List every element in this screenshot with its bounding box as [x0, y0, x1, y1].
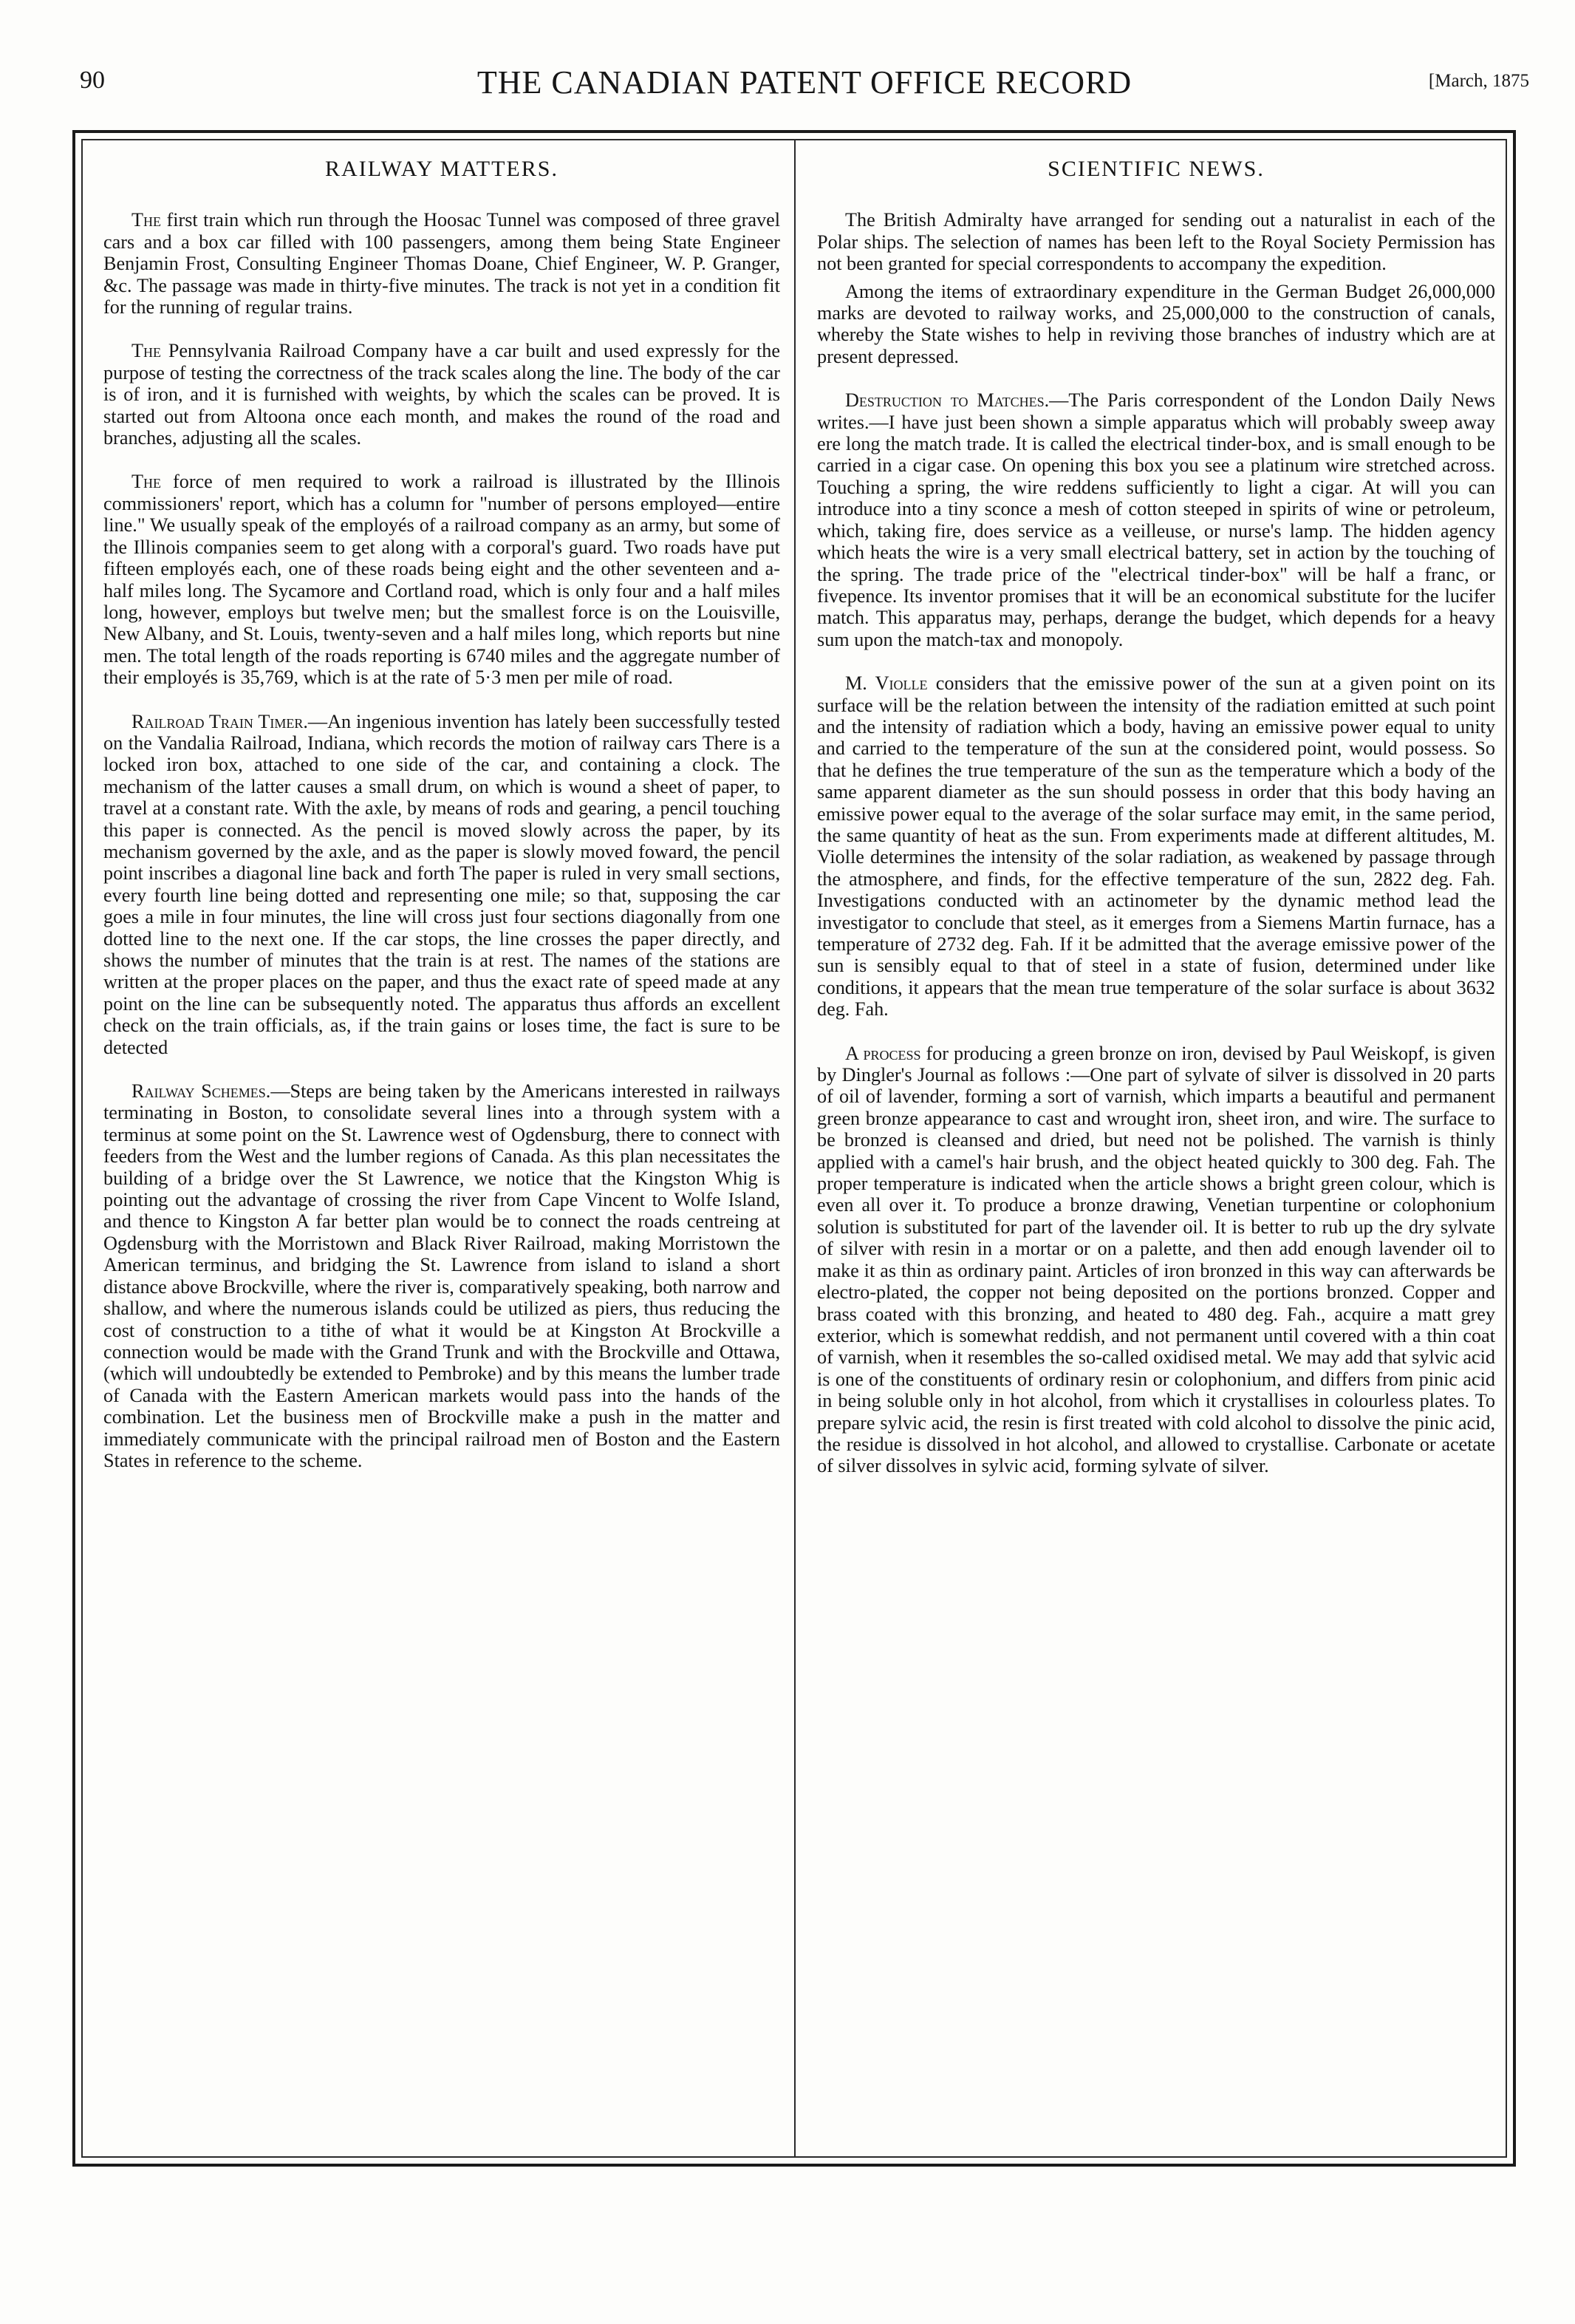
page-number: 90 [80, 67, 105, 94]
article-text: first train which run through the Hoosac Tunnel was composed of three gravel cars and a box car filled with 100 passengers, among them being State Engineer Benjamin Frost, Consulting Engineer Thomas Doane, Chief Engineer, W. P. Granger, &c. The passage was made in thirty-five minutes. The track is not yet in a condition fit for the running of regular trains. [103, 209, 780, 318]
article-lead: The [131, 471, 161, 493]
left-column [103, 158, 780, 1493]
article-text: for producing a green bronze on iron, devised by Paul Weiskopf, is given by Dingler's Journal as follows :—One part of sylvate of silver is dissolved in 20 parts of oil of lavender, forming a sort of varnish, which imparts a beautiful and permanent green bronze appearance to cast and wrought iron, sheet iron, and wire. The surface to be bronzed is cleansed and dried, but need not be polished. The varnish is thinly applied with a camel's hair brush, and the object heated quickly to 300 deg. Fah. The proper temperature is indicated when the article shows a bright green colour, which is even all over it. To produce a bronze drawing, Venetian turpentine or colophonium solution is substituted for part of the lavender oil. It is better to rub up the dry sylvate of silver with resin in a mortar or on a palette, and then add enough lavender oil to make it as thin as ordinary paint. Articles of iron bronzed in this way can afterwards be electro-plated, the copper not being deposited on the portions bronzed. Copper and brass coated with this bronzing, and heated to 480 deg. Fah., acquire a matt grey exterior, which is somewhat reddish, and not permanent until covered with a thin coat of varnish, when it resembles the so-called oxidised metal. We may add that sylvic acid is one of the constituents of ordinary resin or colophonium, and differs from pinic acid in being soluble only in hot alcohol, from which it crystallises in colourless plates. To prepare sylvic acid, the resin is first treated with cold alcohol to dissolve the pinic acid, the residue is dissolved in hot alcohol, and allowed to crystallise. Carbonate or acetate of silver dissolves in sylvic acid, forming sylvate of silver. [817, 1042, 1495, 1477]
article-lead: Railway Schemes. [131, 1080, 271, 1103]
article-train-timer [103, 711, 780, 1059]
journal-title: THE CANADIAN PATENT OFFICE RECORD [476, 64, 1132, 100]
article-lead: The [131, 209, 161, 231]
article-lead: A process [845, 1042, 921, 1064]
article-lead: Destruction to Matches. [845, 389, 1050, 412]
column-divider [794, 139, 796, 2158]
article-railway-schemes [103, 1080, 780, 1471]
issue-date: [March, 1875 [1428, 71, 1529, 91]
article-text: Among the items of extraordinary expenditure in the German Budget 26,000,000 marks are devoted to railway works, and 25,000,000 to the construction of canals, whereby the State wishes to help in reviving those branches of industry which are at present depressed. [817, 280, 1495, 367]
article-text: force of men required to work a railroad is illustrated by the Illinois commissioners' report, which has a column for "number of persons employed—entire line." We usually speak of the employés of a railroad company as an army, but some of the Illinois companies seem to get along with a corporal's guard. Two roads have put fifteen employés each, one of these roads being eight and the other seventeen and a-half miles long. The Sycamore and Cortland road, which is only four and a half miles long, however, employs but twelve men; but the smallest force is on the Louisville, New Albany, and St. Louis, twenty-seven and a half miles long, which reports but nine men. The total length of the roads reporting is 6740 miles and the aggregate number of their employés is 35,769, which is at the rate of 5·3 men per mile of road. [103, 471, 780, 689]
article-lead: Railroad Train Timer. [131, 710, 308, 732]
section-title-scientific-news: SCIENTIFIC NEWS. [1048, 157, 1265, 181]
right-column [817, 158, 1495, 1499]
article-text: —The Paris correspondent of the London Daily News writes.—I have just been shown a simple apparatus which will probably sweep away ere long the match trade. It is called the electrical tinder-box, and is small enough to be carried in a cigar case. On opening this box you see a platinum wire stretched across. Touching a spring, the wire reddens sufficiently to light a cigar. At will you can introduce into a tiny sconce a mesh of cotton steeped in spirits of wine or petroleum, which, taking fire, does service as a veilleuse, or nurse's lamp. The hidden agency which heats the wire is a very small electrical battery, set in action by the touching of the spring. The trade price of the "electrical tinder-box" will be half a franc, or fivepence. Its inventor promises that it will be an economical substitute for the lucifer match. This apparatus may, perhaps, derange the budget, which depends for a heavy sum upon the match-tax and monopoly. [817, 389, 1495, 650]
article-german-budget [817, 281, 1495, 368]
article-solar-temperature [817, 672, 1495, 1020]
article-lead: The [131, 340, 161, 362]
article-hoosac-tunnel [103, 209, 780, 318]
article-polar-ships [817, 209, 1495, 274]
article-text: —An ingenious invention has lately been successfully tested on the Vandalia Railroad, Indiana, which records the motion of railway cars There is a locked iron box, attached to one side of the car, and containing a clock. The mechanism of the latter causes a small drum, on which is wound a sheet of paper, to travel at a constant rate. With the axle, by means of rods and gearing, a pencil touching this paper is connected. As the pencil is moved slowly across the paper, by its mechanism governed by the axle, and as the paper is slowly moved foward, the pencil point inscribes a diagonal line back and forth The paper is ruled in very small sections, every fourth line being dotted and representing one mile; so that, supposing the car goes a mile in four minutes, the line will cross just four sections diagonally from one dotted line to the next one. If the car stops, the line crosses the paper directly, and shows the number of minutes that the train is at rest. The names of the stations are written at the proper places on the paper, and thus the exact rate of speed made at any point on the line can be subsequently noted. The apparatus thus affords an excellent check on the train officials, as, if the train gains or loses time, the fact is sure to be detected [103, 710, 780, 1058]
article-text: considers that the emissive power of the sun at a given point on its surface will be the relation between the intensity of the radiation emitted at such point and the intensity of radiation which a body, having an emissive power equal to unity and carried to the temperature of the sun at the considered point, would possess. So that he defines the true temperature of the sun as the temperature which a body of the same apparent diameter as the sun should possess in order that this body having an emissive power equal to the average of the solar surface may emit, in the same period, the same quantity of heat as the sun. From experiments made at different altitudes, M. Violle determines the intensity of the solar radiation, as weakened by passage through the atmosphere, and finds, for the effective temperature of the sun, 2822 deg. Fah. Investigations conducted with an actinometer by the dynamic method lead the investigator to conclude that steel, as it emerges from a Siemens Martin furnace, has a temperature of 2732 deg. Fah. If it be admitted that the average emissive power of the sun is sensibly equal to that of steel in a state of fusion, determined under like conditions, it appears that the mean true temperature of the solar surface is about 3632 deg. Fah. [817, 672, 1496, 1020]
article-text: The British Admiralty have arranged for sending out a naturalist in each of the Polar ships. The selection of names has been left to the Royal Society Permission has not been granted for special correspondents to accompany the expedition. [817, 209, 1495, 275]
article-illinois-workforce [103, 471, 780, 688]
article-text: —Steps are being taken by the Americans interested in railways terminating in Boston, to consolidate several lines into a through system with a terminus at some point on the St. Lawrence west of Ogdensburg, there to connect with feeders from the West and the lumber regions of Canada. As this plan necessitates the building of a bridge over the St Lawrence, we notice that the Kingston Whig is pointing out the advantage of crossing the river from Cape Vincent to Wolfe Island, and thence to Kingston A far better plan would be to connect the roads centreing at Ogdensburg with the Morristown and Black River Railroad, making Morristown the American terminus, and bridging the St. Lawrence from island to island a short distance above Brockville, where the river is, comparatively speaking, both narrow and shallow, and where the numerous islands could be utilized as piers, thus reducing the cost of construction to a tithe of what it would be at Kingston At Brockville a connection would be made with the Grand Trunk and with the Brockville and Ottawa, (which will undoubtedly be extended to Pembroke) and by this means the lumber trade of Canada with the Eastern American markets would pass into the hands of the combination. Let the business men of Brockville make a push in the matter and immediately communicate with the principal railroad men of Boston and the Eastern States in reference to the scheme. [103, 1080, 780, 1471]
page-header [80, 64, 1529, 111]
article-text: Pennsylvania Railroad Company have a car built and used expressly for the purpose of testing the correctness of the track scales along the line. The body of the car is of iron, and it is furnished with weights, by which the scales can be proved. It is started out from Altoona once each month, and makes the round of the road and branches, adjusting all the scales. [103, 340, 780, 449]
section-title-railway-matters: RAILWAY MATTERS. [325, 157, 558, 181]
article-lead: M. Violle [845, 672, 928, 695]
article-green-bronze [817, 1043, 1495, 1477]
article-pennsylvania-scales [103, 340, 780, 449]
article-electrical-tinder-box [817, 389, 1495, 650]
